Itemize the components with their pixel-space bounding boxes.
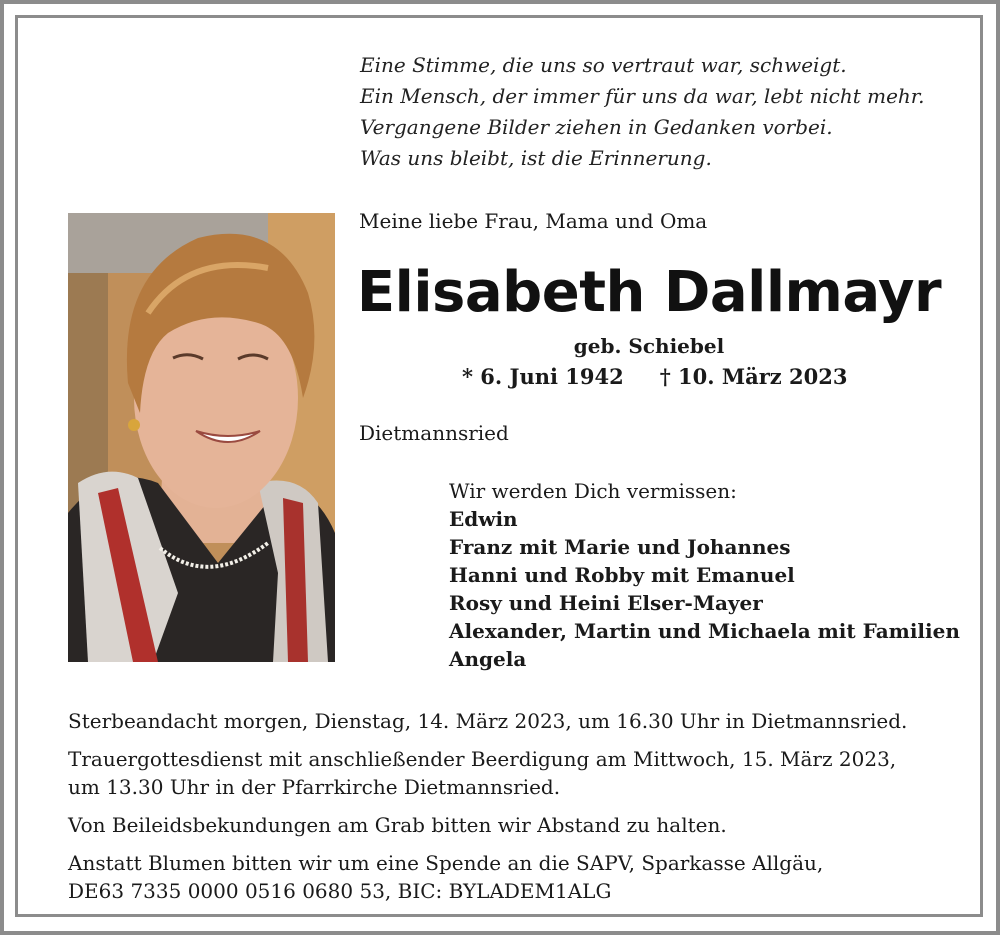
- poem: [360, 50, 925, 174]
- mourners-list: [449, 477, 960, 673]
- poem-line: Ein Mensch, der immer für uns da war, lebt nicht mehr.: [360, 84, 925, 108]
- mourner: Franz mit Marie und Johannes: [449, 535, 791, 559]
- birth-date: * 6. Juni 1942: [462, 364, 624, 389]
- mourners-intro: Wir werden Dich vermissen:: [449, 479, 737, 503]
- mourner: Rosy und Heini Elser-Mayer: [449, 591, 763, 615]
- mourner: Angela: [449, 647, 527, 671]
- service-notice: Trauergottesdienst mit anschließender Beerdigung am Mittwoch, 15. März 2023, um 13.30 Uhr in der Pfarrkirche Dietmannsried.: [68, 747, 897, 799]
- mourner: Hanni und Robby mit Emanuel: [449, 563, 795, 587]
- intro-text: Meine liebe Frau, Mama und Oma: [359, 209, 708, 233]
- place: Dietmannsried: [359, 421, 509, 445]
- deceased-name: Elisabeth Dallmayr: [356, 260, 942, 325]
- poem-line: Vergangene Bilder ziehen in Gedanken vorbei.: [360, 115, 833, 139]
- notices: [68, 707, 948, 915]
- poem-line: Was uns bleibt, ist die Erinnerung.: [360, 146, 712, 170]
- wake-notice: Sterbeandacht morgen, Dienstag, 14. März 2023, um 16.30 Uhr in Dietmannsried.: [68, 709, 908, 733]
- portrait-photo: [68, 213, 335, 662]
- mourner: Edwin: [449, 507, 518, 531]
- life-dates: [462, 364, 848, 389]
- poem-line: Eine Stimme, die uns so vertraut war, schweigt.: [360, 53, 847, 77]
- maiden-name: geb. Schiebel: [573, 334, 725, 358]
- distance-notice: Von Beileidsbekundungen am Grab bitten wir Abstand zu halten.: [68, 813, 727, 837]
- obituary-card: [4, 4, 996, 931]
- donation-notice: Anstatt Blumen bitten wir um eine Spende an die SAPV, Sparkasse Allgäu, DE63 7335 0000 0516 0680 53, BIC: BYLADEM1ALG: [68, 851, 824, 903]
- mourner: Alexander, Martin und Michaela mit Familien: [449, 619, 960, 643]
- death-date: † 10. März 2023: [659, 364, 848, 389]
